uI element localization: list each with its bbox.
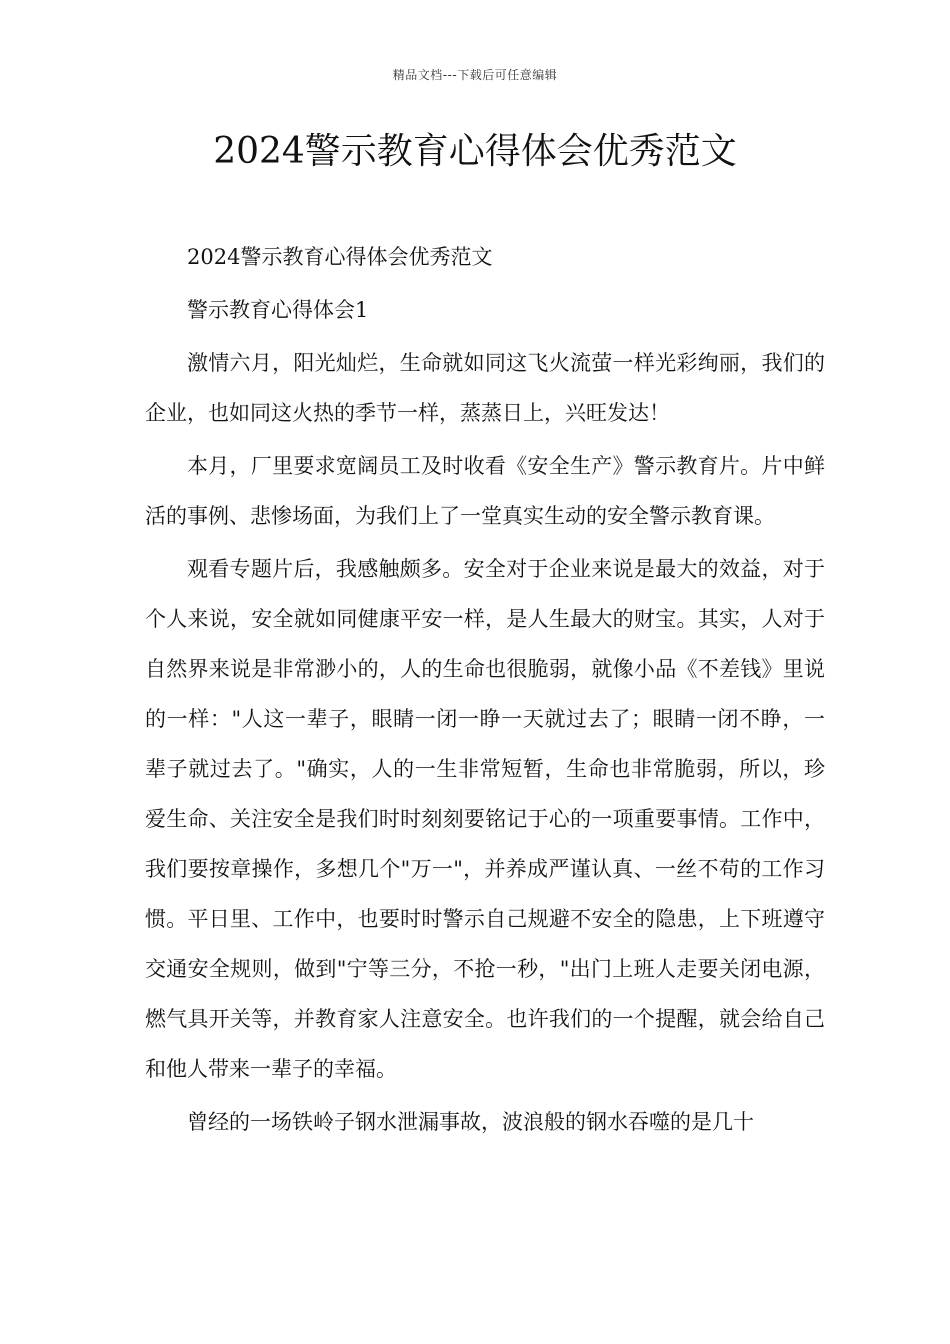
document-body bbox=[145, 232, 825, 1147]
paragraph-section-heading: 警示教育心得体会1 bbox=[187, 298, 369, 322]
paragraph: 曾经的一场铁岭子钢水泄漏事故，波浪般的钢水吞噬的是几十 bbox=[187, 1110, 754, 1134]
paragraph: 激情六月，阳光灿烂，生命就如同这飞火流萤一样光彩绚丽，我们的企业，也如同这火热的季节一样，蒸蒸日上，兴旺发达！ bbox=[145, 351, 825, 425]
paragraph-subtitle: 2024警示教育心得体会优秀范文 bbox=[187, 245, 493, 269]
paragraph: 本月，厂里要求宽阔员工及时收看《安全生产》警示教育片。片中鲜活的事例、悲惨场面，为我们上了一堂真实生动的安全警示教育课。 bbox=[145, 454, 825, 528]
paragraph: 观看专题片后，我感触颇多。安全对于企业来说是最大的效益，对于个人来说，安全就如同健康平安一样，是人生最大的财宝。其实，人对于自然界来说是非常渺小的，人的生命也很脆弱，就像小品《不差钱》里说的一样："人这一辈子，眼睛一闭一睁一天就过去了；眼睛一闭不睁，一辈子就过去了。"确实，人的一生非常短暂，生命也非常脆弱，所以，珍爱生命、关注安全是我们时时刻刻要铭记于心的一项重要事情。工作中，我们要按章操作，多想几个"万一"，并养成严谨认真、一丝不苟的工作习惯。平日里、工作中，也要时时警示自己规避不安全的隐患，上下班遵守交通安全规则，做到"宁等三分，不抢一秒，"出门上班人走要关闭电源，燃气具开关等，并教育家人注意安全。也许我们的一个提醒，就会给自己和他人带来一辈子的幸福。 bbox=[145, 557, 825, 1081]
header-note: 精品文档---下载后可任意编辑 bbox=[392, 68, 558, 82]
document-title: 2024警示教育心得体会优秀范文 bbox=[213, 131, 737, 172]
